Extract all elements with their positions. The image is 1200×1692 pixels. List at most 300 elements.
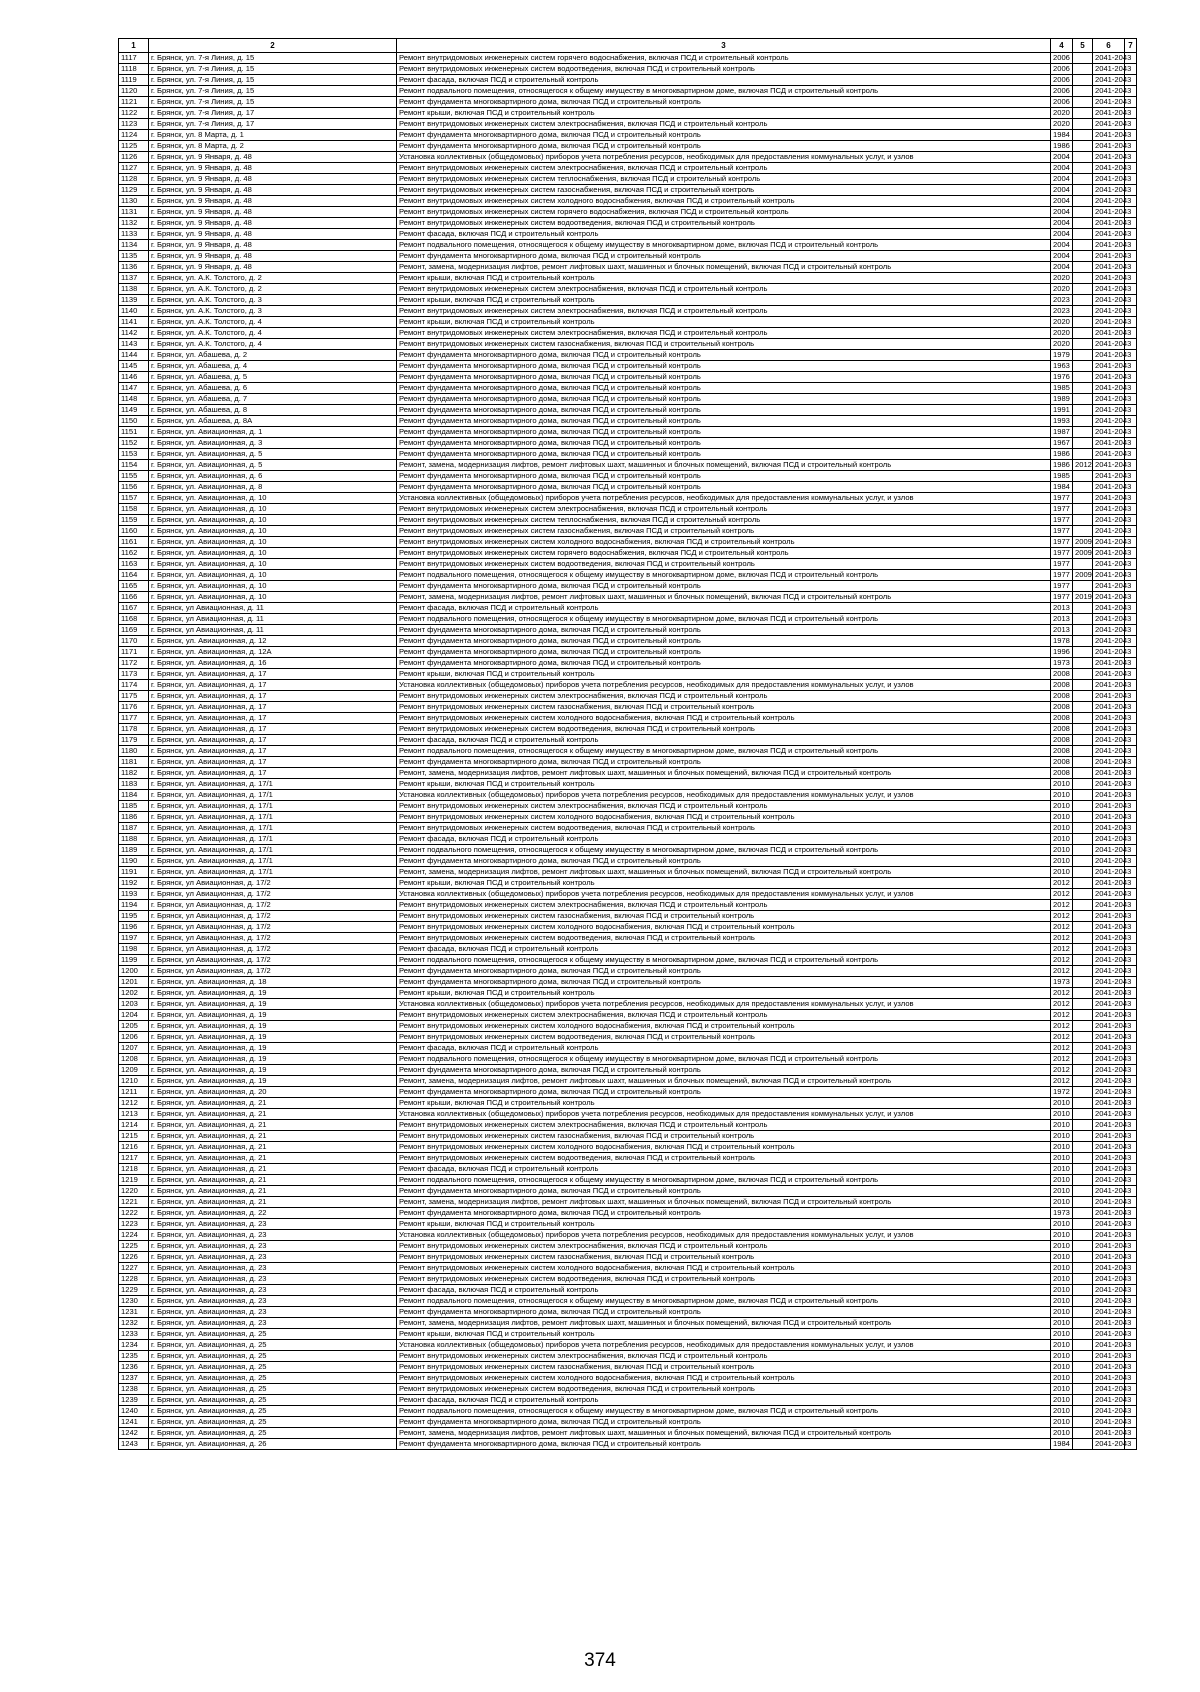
table-row: [119, 746, 1137, 757]
planned-period-cell: 2041-2043: [1093, 64, 1125, 75]
table-row: [119, 1054, 1137, 1065]
address-cell: г. Брянск, ул. Авиационная, д. 10: [149, 526, 397, 537]
work-type-cell: Ремонт фундамента многоквартирного дома, включая ПСД и строительный контроль: [397, 383, 1051, 394]
address-cell: г. Брянск, ул. Абашева, д. 7: [149, 394, 397, 405]
work-type-cell: Ремонт внутридомовых инженерных систем холодного водоснабжения, включая ПСД и строительный контроль: [397, 1263, 1051, 1274]
work-type-cell: Ремонт фундамента многоквартирного дома, включая ПСД и строительный контроль: [397, 438, 1051, 449]
row-number-cell: 1218: [119, 1164, 149, 1175]
last-repair-year-cell: [1073, 383, 1093, 394]
row-number-cell: 1152: [119, 438, 149, 449]
planned-period-cell: 2041-2043: [1093, 1274, 1125, 1285]
table-row: [119, 1032, 1137, 1043]
work-type-cell: Ремонт внутридомовых инженерных систем электроснабжения, включая ПСД и строительный контроль: [397, 1351, 1051, 1362]
address-cell: г. Брянск, ул. 8 Марта, д. 2: [149, 141, 397, 152]
build-year-cell: 2004: [1051, 174, 1073, 185]
last-repair-year-cell: [1073, 394, 1093, 405]
planned-period-cell: 2041-2043: [1093, 988, 1125, 999]
table-row: [119, 207, 1137, 218]
planned-period-cell: 2041-2043: [1093, 471, 1125, 482]
address-cell: г. Брянск, ул. 9 Января, д. 48: [149, 163, 397, 174]
last-repair-year-cell: 2012: [1073, 460, 1093, 471]
row-number-cell: 1208: [119, 1054, 149, 1065]
address-cell: г. Брянск, ул. Авиационная, д. 21: [149, 1153, 397, 1164]
table-row: [119, 427, 1137, 438]
table-row: [119, 955, 1137, 966]
planned-period-cell: 2041-2043: [1093, 1043, 1125, 1054]
address-cell: г. Брянск, ул. Авиационная, д. 10: [149, 504, 397, 515]
table-row: [119, 86, 1137, 97]
header-cell: 6: [1093, 39, 1125, 53]
row-number-cell: 1200: [119, 966, 149, 977]
last-repair-year-cell: [1073, 1439, 1093, 1450]
work-type-cell: Ремонт фундамента многоквартирного дома, включая ПСД и строительный контроль: [397, 757, 1051, 768]
work-type-cell: Ремонт крыши, включая ПСД и строительный контроль: [397, 669, 1051, 680]
table-row: [119, 141, 1137, 152]
row-number-cell: 1191: [119, 867, 149, 878]
address-cell: г. Брянск, ул. Авиационная, д. 17: [149, 724, 397, 735]
last-repair-year-cell: [1073, 174, 1093, 185]
row-number-cell: 1195: [119, 911, 149, 922]
address-cell: г. Брянск, ул. Авиационная, д. 17: [149, 735, 397, 746]
build-year-cell: 2004: [1051, 163, 1073, 174]
address-cell: г. Брянск, ул Авиационная, д. 11: [149, 603, 397, 614]
build-year-cell: 1977: [1051, 526, 1073, 537]
address-cell: г. Брянск, ул. 9 Января, д. 48: [149, 240, 397, 251]
last-repair-year-cell: [1073, 1076, 1093, 1087]
address-cell: г. Брянск, ул. Авиационная, д. 19: [149, 988, 397, 999]
build-year-cell: 2010: [1051, 812, 1073, 823]
address-cell: г. Брянск, ул. Авиационная, д. 21: [149, 1197, 397, 1208]
planned-period-cell: 2041-2043: [1093, 1241, 1125, 1252]
table-row: [119, 229, 1137, 240]
table-row: [119, 174, 1137, 185]
work-type-cell: Ремонт фундамента многоквартирного дома, включая ПСД и строительный контроль: [397, 1087, 1051, 1098]
work-type-cell: Ремонт подвального помещения, относящегося к общему имуществу в многоквартирном доме, включая ПСД и строительный контроль: [397, 1406, 1051, 1417]
table-row: [119, 1076, 1137, 1087]
row-number-cell: 1148: [119, 394, 149, 405]
table-row: [119, 856, 1137, 867]
work-type-cell: Установка коллективных (общедомовых) приборов учета потребления ресурсов, необходимых для предоставления коммунальных услуг, и узлов: [397, 889, 1051, 900]
row-number-cell: 1125: [119, 141, 149, 152]
build-year-cell: 2010: [1051, 790, 1073, 801]
build-year-cell: 1996: [1051, 647, 1073, 658]
address-cell: г. Брянск, ул. Авиационная, д. 26: [149, 1439, 397, 1450]
row-number-cell: 1192: [119, 878, 149, 889]
row-number-cell: 1214: [119, 1120, 149, 1131]
table-row: [119, 460, 1137, 471]
last-repair-year-cell: [1073, 746, 1093, 757]
last-repair-year-cell: [1073, 262, 1093, 273]
last-repair-year-cell: [1073, 1340, 1093, 1351]
last-repair-year-cell: [1073, 1142, 1093, 1153]
row-number-cell: 1202: [119, 988, 149, 999]
address-cell: г. Брянск, ул. Авиационная, д. 23: [149, 1274, 397, 1285]
planned-period-cell: 2041-2043: [1093, 1296, 1125, 1307]
table-row: [119, 1263, 1137, 1274]
row-number-cell: 1225: [119, 1241, 149, 1252]
row-number-cell: 1212: [119, 1098, 149, 1109]
planned-period-cell: 2041-2043: [1093, 1428, 1125, 1439]
planned-period-cell: 2041-2043: [1093, 911, 1125, 922]
row-number-cell: 1157: [119, 493, 149, 504]
row-number-cell: 1153: [119, 449, 149, 460]
table-row: [119, 658, 1137, 669]
last-repair-year-cell: [1073, 1087, 1093, 1098]
work-type-cell: Ремонт крыши, включая ПСД и строительный контроль: [397, 1329, 1051, 1340]
table-row: [119, 526, 1137, 537]
planned-period-cell: 2041-2043: [1093, 999, 1125, 1010]
build-year-cell: 2004: [1051, 152, 1073, 163]
last-repair-year-cell: [1073, 152, 1093, 163]
work-type-cell: Ремонт внутридомовых инженерных систем холодного водоснабжения, включая ПСД и строительный контроль: [397, 812, 1051, 823]
build-year-cell: 2013: [1051, 614, 1073, 625]
work-type-cell: Ремонт фундамента многоквартирного дома, включая ПСД и строительный контроль: [397, 141, 1051, 152]
table-row: [119, 196, 1137, 207]
build-year-cell: 2012: [1051, 955, 1073, 966]
table-row: [119, 108, 1137, 119]
table-header-row: [119, 39, 1137, 53]
last-repair-year-cell: [1073, 361, 1093, 372]
work-type-cell: Ремонт крыши, включая ПСД и строительный контроль: [397, 317, 1051, 328]
table-row: [119, 306, 1137, 317]
last-repair-year-cell: [1073, 1428, 1093, 1439]
header-cell: 2: [149, 39, 397, 53]
table-row: [119, 1065, 1137, 1076]
planned-period-cell: 2041-2043: [1093, 306, 1125, 317]
build-year-cell: 2006: [1051, 86, 1073, 97]
table-row: [119, 867, 1137, 878]
work-type-cell: Ремонт подвального помещения, относящегося к общему имуществу в многоквартирном доме, включая ПСД и строительный контроль: [397, 614, 1051, 625]
planned-period-cell: 2041-2043: [1093, 779, 1125, 790]
planned-period-cell: 2041-2043: [1093, 1065, 1125, 1076]
row-number-cell: 1118: [119, 64, 149, 75]
row-number-cell: 1121: [119, 97, 149, 108]
work-type-cell: Ремонт внутридомовых инженерных систем газоснабжения, включая ПСД и строительный контроль: [397, 1131, 1051, 1142]
table-row: [119, 1087, 1137, 1098]
row-number-cell: 1131: [119, 207, 149, 218]
work-type-cell: Ремонт внутридомовых инженерных систем электроснабжения, включая ПСД и строительный контроль: [397, 1241, 1051, 1252]
last-repair-year-cell: [1073, 944, 1093, 955]
row-number-cell: 1196: [119, 922, 149, 933]
work-type-cell: Ремонт, замена, модернизация лифтов, ремонт лифтовых шахт, машинных и блочных помещений, включая ПСД и строительный контроль: [397, 1318, 1051, 1329]
build-year-cell: 2023: [1051, 295, 1073, 306]
table-row: [119, 614, 1137, 625]
last-repair-year-cell: [1073, 449, 1093, 460]
address-cell: г. Брянск, ул. Авиационная, д. 19: [149, 1054, 397, 1065]
address-cell: г. Брянск, ул Авиационная, д. 11: [149, 614, 397, 625]
row-number-cell: 1182: [119, 768, 149, 779]
table-row: [119, 713, 1137, 724]
row-number-cell: 1172: [119, 658, 149, 669]
last-repair-year-cell: [1073, 856, 1093, 867]
row-number-cell: 1193: [119, 889, 149, 900]
work-type-cell: Ремонт внутридомовых инженерных систем электроснабжения, включая ПСД и строительный контроль: [397, 284, 1051, 295]
planned-period-cell: 2041-2043: [1093, 152, 1125, 163]
build-year-cell: 2010: [1051, 1417, 1073, 1428]
work-type-cell: Ремонт внутридомовых инженерных систем электроснабжения, включая ПСД и строительный контроль: [397, 691, 1051, 702]
work-type-cell: Ремонт внутридомовых инженерных систем газоснабжения, включая ПСД и строительный контроль: [397, 1362, 1051, 1373]
last-repair-year-cell: [1073, 141, 1093, 152]
planned-period-cell: 2041-2043: [1093, 218, 1125, 229]
work-type-cell: Ремонт фасада, включая ПСД и строительный контроль: [397, 603, 1051, 614]
build-year-cell: 1973: [1051, 658, 1073, 669]
row-number-cell: 1241: [119, 1417, 149, 1428]
table-row: [119, 1230, 1137, 1241]
work-type-cell: Ремонт крыши, включая ПСД и строительный контроль: [397, 878, 1051, 889]
planned-period-cell: 2041-2043: [1093, 790, 1125, 801]
last-repair-year-cell: [1073, 317, 1093, 328]
work-type-cell: Ремонт внутридомовых инженерных систем электроснабжения, включая ПСД и строительный контроль: [397, 1120, 1051, 1131]
row-number-cell: 1238: [119, 1384, 149, 1395]
work-type-cell: Ремонт, замена, модернизация лифтов, ремонт лифтовых шахт, машинных и блочных помещений, включая ПСД и строительный контроль: [397, 592, 1051, 603]
last-repair-year-cell: [1073, 1241, 1093, 1252]
planned-period-cell: 2041-2043: [1093, 614, 1125, 625]
row-number-cell: 1181: [119, 757, 149, 768]
planned-period-cell: 2041-2043: [1093, 493, 1125, 504]
table-row: [119, 64, 1137, 75]
row-number-cell: 1179: [119, 735, 149, 746]
planned-period-cell: 2041-2043: [1093, 570, 1125, 581]
last-repair-year-cell: [1073, 1065, 1093, 1076]
build-year-cell: 2010: [1051, 856, 1073, 867]
build-year-cell: 2010: [1051, 845, 1073, 856]
table-row: [119, 482, 1137, 493]
table-row: [119, 1428, 1137, 1439]
build-year-cell: 1977: [1051, 559, 1073, 570]
table-row: [119, 735, 1137, 746]
build-year-cell: 2012: [1051, 966, 1073, 977]
address-cell: г. Брянск, ул. Авиационная, д. 6: [149, 471, 397, 482]
work-type-cell: Ремонт внутридомовых инженерных систем холодного водоснабжения, включая ПСД и строительный контроль: [397, 922, 1051, 933]
table-row: [119, 185, 1137, 196]
address-cell: г. Брянск, ул. Авиационная, д. 23: [149, 1263, 397, 1274]
build-year-cell: 2004: [1051, 207, 1073, 218]
planned-period-cell: 2041-2043: [1093, 702, 1125, 713]
table-row: [119, 1439, 1137, 1450]
row-number-cell: 1180: [119, 746, 149, 757]
row-number-cell: 1127: [119, 163, 149, 174]
address-cell: г. Брянск, ул Авиационная, д. 17/2: [149, 944, 397, 955]
row-number-cell: 1139: [119, 295, 149, 306]
build-year-cell: 2008: [1051, 713, 1073, 724]
planned-period-cell: 2041-2043: [1093, 174, 1125, 185]
row-number-cell: 1119: [119, 75, 149, 86]
build-year-cell: 2012: [1051, 900, 1073, 911]
address-cell: г. Брянск, ул. Авиационная, д. 19: [149, 1032, 397, 1043]
build-year-cell: 1993: [1051, 416, 1073, 427]
address-cell: г. Брянск, ул. Авиационная, д. 10: [149, 548, 397, 559]
build-year-cell: 2012: [1051, 944, 1073, 955]
planned-period-cell: 2041-2043: [1093, 350, 1125, 361]
planned-period-cell: 2041-2043: [1093, 1329, 1125, 1340]
build-year-cell: 1985: [1051, 471, 1073, 482]
last-repair-year-cell: [1073, 669, 1093, 680]
address-cell: г. Брянск, ул. Авиационная, д. 17: [149, 768, 397, 779]
table-row: [119, 1296, 1137, 1307]
row-number-cell: 1155: [119, 471, 149, 482]
row-number-cell: 1149: [119, 405, 149, 416]
table-row: [119, 339, 1137, 350]
build-year-cell: 2010: [1051, 1175, 1073, 1186]
build-year-cell: 1986: [1051, 449, 1073, 460]
build-year-cell: 1977: [1051, 537, 1073, 548]
work-type-cell: Ремонт фундамента многоквартирного дома, включая ПСД и строительный контроль: [397, 1307, 1051, 1318]
work-type-cell: Ремонт крыши, включая ПСД и строительный контроль: [397, 295, 1051, 306]
work-type-cell: Ремонт фундамента многоквартирного дома, включая ПСД и строительный контроль: [397, 482, 1051, 493]
last-repair-year-cell: [1073, 1373, 1093, 1384]
row-number-cell: 1154: [119, 460, 149, 471]
planned-period-cell: 2041-2043: [1093, 119, 1125, 130]
build-year-cell: 2010: [1051, 1274, 1073, 1285]
address-cell: г. Брянск, ул. Авиационная, д. 19: [149, 1065, 397, 1076]
build-year-cell: 2006: [1051, 64, 1073, 75]
build-year-cell: 1979: [1051, 350, 1073, 361]
build-year-cell: 2012: [1051, 911, 1073, 922]
work-type-cell: Ремонт фундамента многоквартирного дома, включая ПСД и строительный контроль: [397, 1208, 1051, 1219]
address-cell: г. Брянск, ул. Авиационная, д. 17: [149, 713, 397, 724]
address-cell: г. Брянск, ул. Авиационная, д. 16: [149, 658, 397, 669]
work-type-cell: Ремонт внутридомовых инженерных систем электроснабжения, включая ПСД и строительный контроль: [397, 504, 1051, 515]
planned-period-cell: 2041-2043: [1093, 1373, 1125, 1384]
last-repair-year-cell: [1073, 1307, 1093, 1318]
address-cell: г. Брянск, ул. Авиационная, д. 25: [149, 1362, 397, 1373]
work-type-cell: Установка коллективных (общедомовых) приборов учета потребления ресурсов, необходимых для предоставления коммунальных услуг, и узлов: [397, 1340, 1051, 1351]
address-cell: г. Брянск, ул. Авиационная, д. 10: [149, 493, 397, 504]
row-number-cell: 1124: [119, 130, 149, 141]
last-repair-year-cell: 2009: [1073, 537, 1093, 548]
last-repair-year-cell: [1073, 1164, 1093, 1175]
build-year-cell: 1977: [1051, 504, 1073, 515]
work-type-cell: Установка коллективных (общедомовых) приборов учета потребления ресурсов, необходимых для предоставления коммунальных услуг, и узлов: [397, 1109, 1051, 1120]
work-type-cell: Ремонт фундамента многоквартирного дома, включая ПСД и строительный контроль: [397, 361, 1051, 372]
planned-period-cell: 2041-2043: [1093, 372, 1125, 383]
build-year-cell: 1977: [1051, 581, 1073, 592]
row-number-cell: 1221: [119, 1197, 149, 1208]
table-row: [119, 757, 1137, 768]
address-cell: г. Брянск, ул. Авиационная, д. 21: [149, 1120, 397, 1131]
table-row: [119, 988, 1137, 999]
planned-period-cell: 2041-2043: [1093, 75, 1125, 86]
work-type-cell: Ремонт внутридомовых инженерных систем водоотведения, включая ПСД и строительный контроль: [397, 1274, 1051, 1285]
table-row: [119, 119, 1137, 130]
last-repair-year-cell: 2009: [1073, 548, 1093, 559]
last-repair-year-cell: [1073, 1186, 1093, 1197]
build-year-cell: 2010: [1051, 1340, 1073, 1351]
work-type-cell: Ремонт фасада, включая ПСД и строительный контроль: [397, 735, 1051, 746]
row-number-cell: 1224: [119, 1230, 149, 1241]
work-type-cell: Ремонт фасада, включая ПСД и строительный контроль: [397, 1395, 1051, 1406]
row-number-cell: 1142: [119, 328, 149, 339]
work-type-cell: Ремонт подвального помещения, относящегося к общему имуществу в многоквартирном доме, включая ПСД и строительный контроль: [397, 1296, 1051, 1307]
table-row: [119, 218, 1137, 229]
table-row: [119, 790, 1137, 801]
planned-period-cell: 2041-2043: [1093, 1010, 1125, 1021]
work-type-cell: Ремонт внутридомовых инженерных систем электроснабжения, включая ПСД и строительный контроль: [397, 306, 1051, 317]
address-cell: г. Брянск, ул. Авиационная, д. 23: [149, 1241, 397, 1252]
work-type-cell: Ремонт фундамента многоквартирного дома, включая ПСД и строительный контроль: [397, 1186, 1051, 1197]
table-row: [119, 372, 1137, 383]
build-year-cell: 2004: [1051, 229, 1073, 240]
row-number-cell: 1128: [119, 174, 149, 185]
last-repair-year-cell: [1073, 779, 1093, 790]
build-year-cell: 2012: [1051, 878, 1073, 889]
last-repair-year-cell: [1073, 878, 1093, 889]
table-row: [119, 1252, 1137, 1263]
last-repair-year-cell: [1073, 97, 1093, 108]
table-row: [119, 1329, 1137, 1340]
planned-period-cell: 2041-2043: [1093, 1120, 1125, 1131]
build-year-cell: 1967: [1051, 438, 1073, 449]
planned-period-cell: 2041-2043: [1093, 900, 1125, 911]
last-repair-year-cell: [1073, 251, 1093, 262]
table-row: [119, 669, 1137, 680]
build-year-cell: 2020: [1051, 339, 1073, 350]
table-row: [119, 504, 1137, 515]
build-year-cell: 2020: [1051, 119, 1073, 130]
planned-period-cell: 2041-2043: [1093, 185, 1125, 196]
table-row: [119, 1131, 1137, 1142]
build-year-cell: 2010: [1051, 1120, 1073, 1131]
row-number-cell: 1132: [119, 218, 149, 229]
last-repair-year-cell: [1073, 1362, 1093, 1373]
row-number-cell: 1176: [119, 702, 149, 713]
planned-period-cell: 2041-2043: [1093, 801, 1125, 812]
last-repair-year-cell: [1073, 614, 1093, 625]
work-type-cell: Ремонт внутридомовых инженерных систем электроснабжения, включая ПСД и строительный контроль: [397, 801, 1051, 812]
address-cell: г. Брянск, ул. 9 Января, д. 48: [149, 207, 397, 218]
work-type-cell: Ремонт, замена, модернизация лифтов, ремонт лифтовых шахт, машинных и блочных помещений, включая ПСД и строительный контроль: [397, 1076, 1051, 1087]
last-repair-year-cell: [1073, 416, 1093, 427]
planned-period-cell: 2041-2043: [1093, 977, 1125, 988]
table-row: [119, 273, 1137, 284]
table-row: [119, 152, 1137, 163]
row-number-cell: 1236: [119, 1362, 149, 1373]
address-cell: г. Брянск, ул. Авиационная, д. 8: [149, 482, 397, 493]
address-cell: г. Брянск, ул. Авиационная, д. 19: [149, 1043, 397, 1054]
table-row: [119, 592, 1137, 603]
work-type-cell: Ремонт внутридомовых инженерных систем водоотведения, включая ПСД и строительный контроль: [397, 1153, 1051, 1164]
planned-period-cell: 2041-2043: [1093, 284, 1125, 295]
last-repair-year-cell: [1073, 658, 1093, 669]
planned-period-cell: 2041-2043: [1093, 647, 1125, 658]
row-number-cell: 1158: [119, 504, 149, 515]
work-type-cell: Ремонт внутридомовых инженерных систем холодного водоснабжения, включая ПСД и строительный контроль: [397, 1021, 1051, 1032]
table-row: [119, 834, 1137, 845]
row-number-cell: 1167: [119, 603, 149, 614]
address-cell: г. Брянск, ул. Авиационная, д. 23: [149, 1230, 397, 1241]
row-number-cell: 1232: [119, 1318, 149, 1329]
row-number-cell: 1237: [119, 1373, 149, 1384]
row-number-cell: 1122: [119, 108, 149, 119]
planned-period-cell: 2041-2043: [1093, 1384, 1125, 1395]
planned-period-cell: 2041-2043: [1093, 262, 1125, 273]
planned-period-cell: 2041-2043: [1093, 823, 1125, 834]
work-type-cell: Ремонт подвального помещения, относящегося к общему имуществу в многоквартирном доме, включая ПСД и строительный контроль: [397, 240, 1051, 251]
row-number-cell: 1229: [119, 1285, 149, 1296]
work-type-cell: Ремонт внутридомовых инженерных систем водоотведения, включая ПСД и строительный контроль: [397, 1384, 1051, 1395]
build-year-cell: 2010: [1051, 867, 1073, 878]
row-number-cell: 1129: [119, 185, 149, 196]
address-cell: г. Брянск, ул. А.К. Толстого, д. 4: [149, 339, 397, 350]
address-cell: г. Брянск, ул Авиационная, д. 17/2: [149, 933, 397, 944]
table-row: [119, 130, 1137, 141]
address-cell: г. Брянск, ул. Авиационная, д. 23: [149, 1285, 397, 1296]
work-type-cell: Ремонт внутридомовых инженерных систем горячего водоснабжения, включая ПСД и строительный контроль: [397, 548, 1051, 559]
build-year-cell: 2020: [1051, 284, 1073, 295]
address-cell: г. Брянск, ул. Авиационная, д. 17: [149, 746, 397, 757]
planned-period-cell: 2041-2043: [1093, 1142, 1125, 1153]
last-repair-year-cell: [1073, 1043, 1093, 1054]
